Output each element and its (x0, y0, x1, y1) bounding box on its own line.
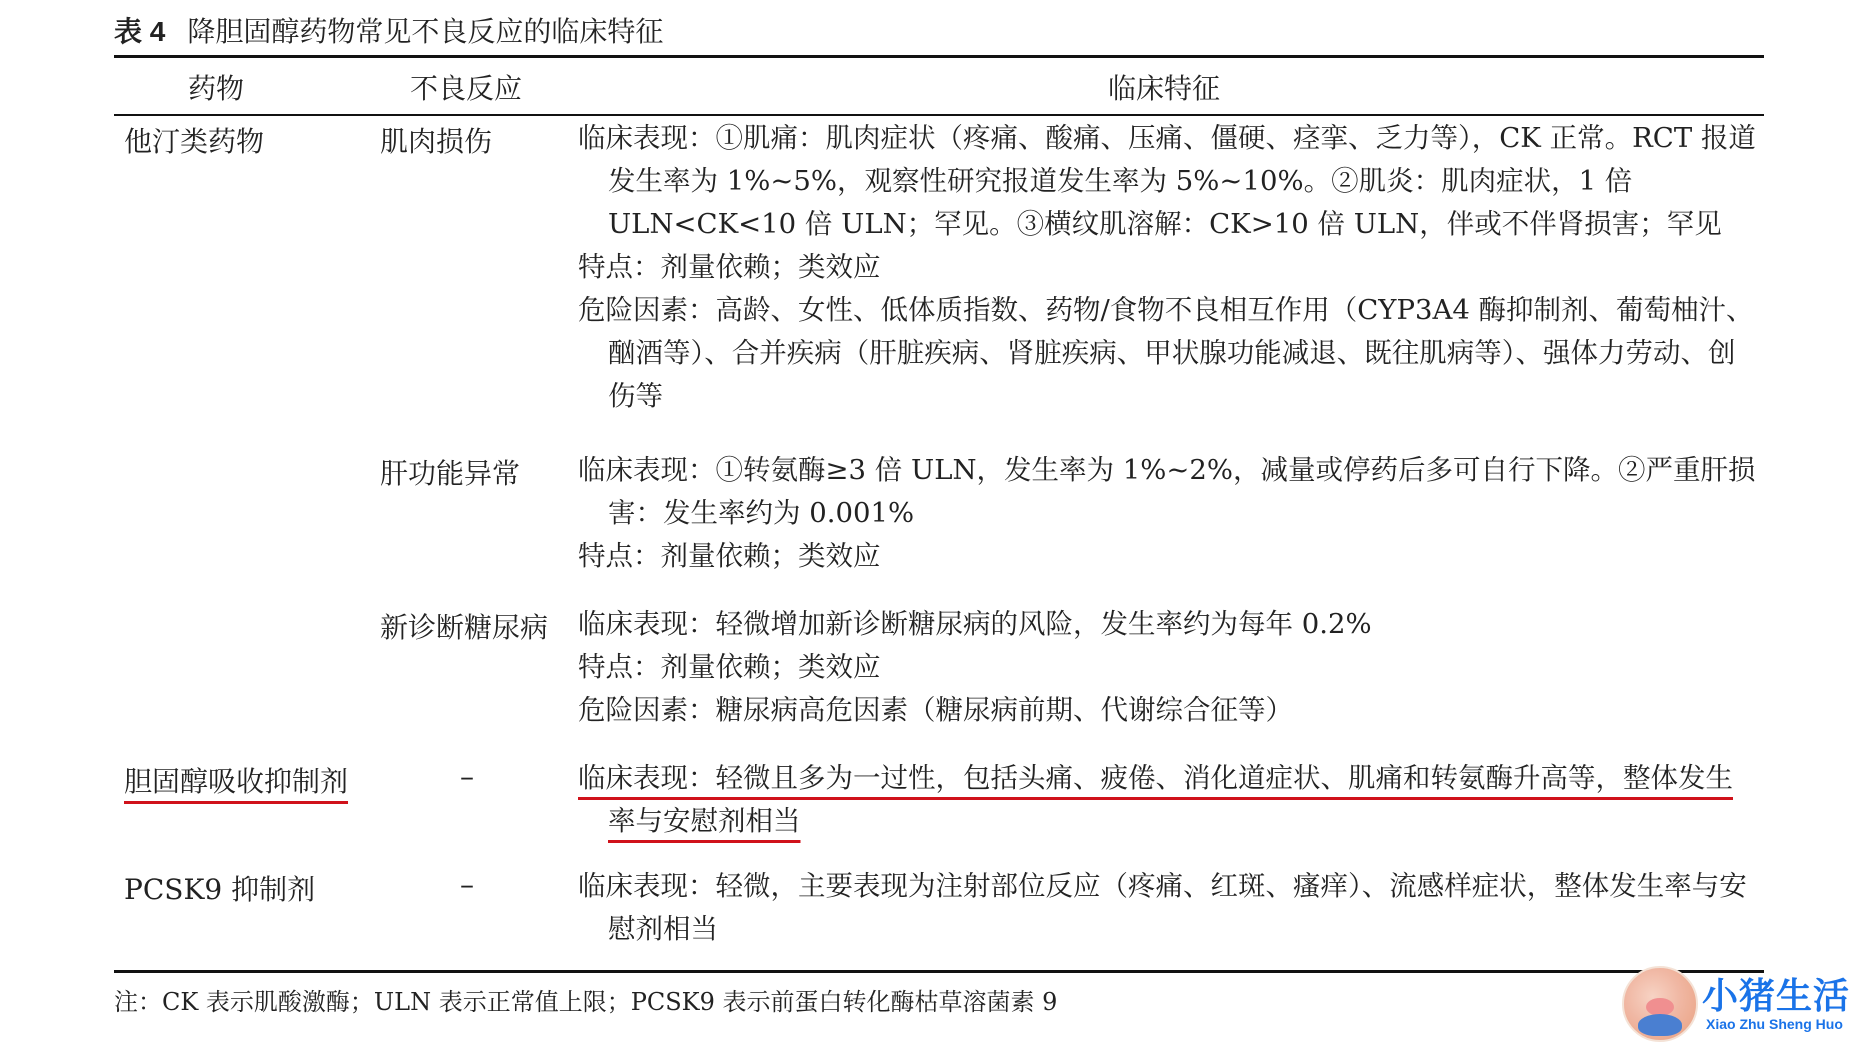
feature-line (578, 757, 1758, 843)
pig-mascot-icon (1622, 966, 1698, 1042)
reaction-new-diabetes: 新诊断糖尿病 (380, 611, 549, 644)
features-liver-dysfunction (578, 449, 1758, 578)
reaction-dash: – (460, 868, 474, 901)
reaction-muscle-injury: 肌肉损伤 (380, 125, 493, 158)
bottom-rule (114, 970, 1764, 973)
reaction-dash: – (460, 760, 474, 793)
drug-cholesterol-absorption-inhibitor: 胆固醇吸收抑制剂 (124, 765, 349, 798)
feature-line: 临床表现：①肌痛：肌肉症状（疼痛、酸痛、压痛、僵硬、痉挛、乏力等），CK 正常。RCT 报道发生率为 1%~5%，观察性研究报道发生率为 5%~10%。②肌炎：肌肉症状，1 倍 ULN<CK<10 倍 ULN；罕见。③横纹肌溶解：CK>10 倍 ULN，伴或不伴肾损害；罕见 (578, 122, 1756, 240)
highlighted-text: 临床表现：轻微且多为一过性，包括头痛、疲倦、消化道症状、肌痛和转氨酶升高等，整体发生率与安慰剂相当 (578, 762, 1733, 837)
watermark-cn-text: 小猪生活 (1702, 976, 1851, 1017)
features-muscle-injury (578, 117, 1758, 418)
reaction-liver-dysfunction: 肝功能异常 (380, 457, 521, 490)
feature-line: 特点：剂量依赖；类效应 (578, 651, 881, 683)
feature-line: 危险因素：高龄、女性、低体质指数、药物/食物不良相互作用（CYP3A4 酶抑制剂、葡萄柚汁、酗酒等）、合并疾病（肝脏疾病、肾脏疾病、甲状腺功能减退、既往肌病等）、强体力劳动、创伤等 (578, 294, 1754, 412)
watermark-logo (1622, 962, 1858, 1048)
header-clinical-features: 临床特征 (1108, 72, 1221, 105)
feature-line: 临床表现：轻微增加新诊断糖尿病的风险，发生率约为每年 0.2% (578, 608, 1372, 640)
feature-line: 临床表现：①转氨酶≥3 倍 ULN，发生率为 1%~2%，减量或停药后多可自行下降。②严重肝损害：发生率约为 0.001% (578, 454, 1756, 529)
top-rule (114, 55, 1764, 58)
drug-statins: 他汀类药物 (124, 125, 265, 158)
drug-pcsk9-inhibitor: PCSK9 抑制剂 (124, 873, 316, 906)
feature-line: 特点：剂量依赖；类效应 (578, 251, 881, 283)
features-pcsk9-inhibitor (578, 865, 1758, 951)
features-new-diabetes (578, 603, 1758, 732)
feature-line: 临床表现：轻微，主要表现为注射部位反应（疼痛、红斑、瘙痒）、流感样症状，整体发生率与安慰剂相当 (578, 870, 1747, 945)
table-title: 降胆固醇药物常见不良反应的临床特征 (187, 15, 664, 48)
table-caption (114, 10, 663, 50)
feature-line: 特点：剂量依赖；类效应 (578, 540, 881, 572)
feature-line: 危险因素：糖尿病高危因素（糖尿病前期、代谢综合征等） (578, 694, 1293, 726)
header-adverse-reaction: 不良反应 (410, 72, 523, 105)
watermark-en-text: Xiao Zhu Sheng Huo (1706, 1016, 1843, 1032)
header-rule (114, 114, 1764, 116)
table-footnote: 注：CK 表示肌酸激酶；ULN 表示正常值上限；PCSK9 表示前蛋白转化酶枯草溶菌素 9 (114, 988, 1058, 1016)
table-number: 表 4 (114, 16, 166, 47)
features-cholesterol-absorption-inhibitor (578, 757, 1758, 843)
header-drug: 药物 (188, 72, 245, 105)
